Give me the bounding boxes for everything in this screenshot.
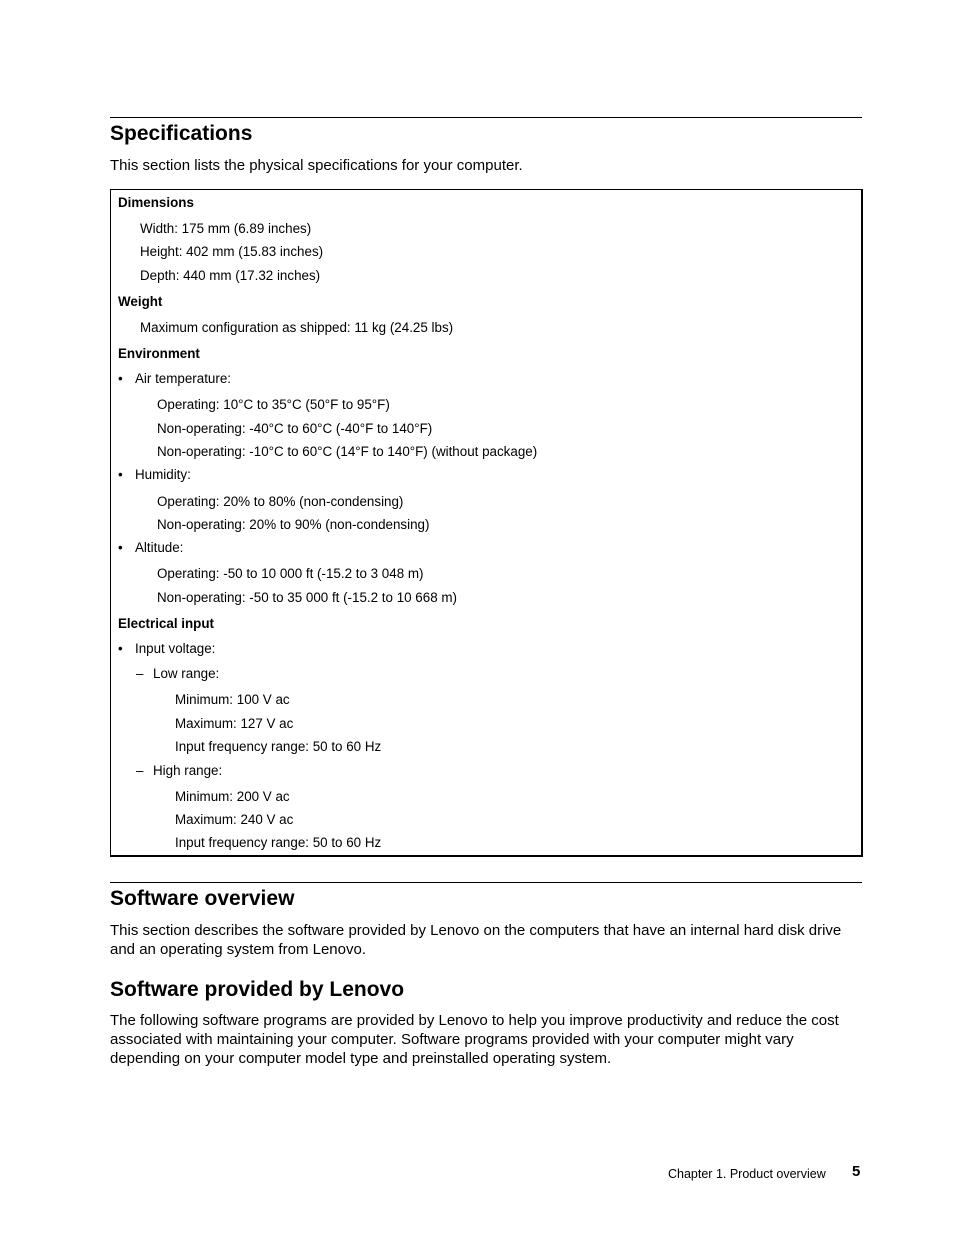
low-range-minimum: Minimum: 100 V ac [175,692,290,707]
air-temperature-label: Air temperature: [135,371,232,386]
humidity-operating: Operating: 20% to 80% (non-condensing) [157,494,404,509]
dash-icon: – [136,666,144,681]
section-divider [110,117,862,118]
dimensions-heading: Dimensions [118,195,194,210]
section-divider [110,882,862,883]
software-overview-title: Software overview [110,887,295,910]
input-voltage-label: Input voltage: [135,641,216,656]
dimensions-height: Height: 402 mm (15.83 inches) [140,244,324,259]
air-nonoperating: Non-operating: -40°C to 60°C (-40°F to 140°F) [157,421,433,436]
high-range-minimum: Minimum: 200 V ac [175,789,290,804]
high-range-maximum: Maximum: 240 V ac [175,812,294,827]
altitude-operating: Operating: -50 to 10 000 ft (-15.2 to 3 048 m) [157,566,424,581]
high-range-frequency: Input frequency range: 50 to 60 Hz [175,835,382,850]
specifications-intro: This section lists the physical specifications for your computer. [110,157,523,174]
bullet-icon: • [118,371,123,386]
bullet-icon: • [118,641,123,656]
air-nonoperating-without-package: Non-operating: -10°C to 60°C (14°F to 140°F) (without package) [157,444,538,459]
software-lenovo-title: Software provided by Lenovo [110,978,405,1001]
dash-icon: – [136,763,144,778]
specifications-title: Specifications [110,122,253,145]
bullet-icon: • [118,467,123,482]
environment-heading: Environment [118,346,200,361]
software-overview-body: This section describes the software provided by Lenovo on the computers that have an internal hard disk drive and an operating system from Lenovo. [110,922,842,958]
dimensions-depth: Depth: 440 mm (17.32 inches) [140,268,321,283]
altitude-label: Altitude: [135,540,184,555]
specifications-table [110,189,863,857]
high-range-label: High range: [153,763,223,778]
dimensions-width: Width: 175 mm (6.89 inches) [140,221,312,236]
footer-chapter: Chapter 1. Product overview [668,1167,826,1181]
page-number: 5 [852,1163,861,1180]
altitude-nonoperating: Non-operating: -50 to 35 000 ft (-15.2 to 10 668 m) [157,590,457,605]
bullet-icon: • [118,540,123,555]
weight-max: Maximum configuration as shipped: 11 kg (24.25 lbs) [140,320,454,335]
low-range-label: Low range: [153,666,220,681]
electrical-heading: Electrical input [118,616,214,631]
humidity-label: Humidity: [135,467,191,482]
low-range-frequency: Input frequency range: 50 to 60 Hz [175,739,382,754]
software-lenovo-body: The following software programs are provided by Lenovo to help you improve productivity and reduce the cost associated with maintaining your computer. Software programs provided with your computer might vary depending on your computer model type and preinstalled operating system. [110,1012,839,1067]
humidity-nonoperating: Non-operating: 20% to 90% (non-condensing) [157,517,430,532]
low-range-maximum: Maximum: 127 V ac [175,716,294,731]
air-operating: Operating: 10°C to 35°C (50°F to 95°F) [157,397,390,412]
weight-heading: Weight [118,294,163,309]
